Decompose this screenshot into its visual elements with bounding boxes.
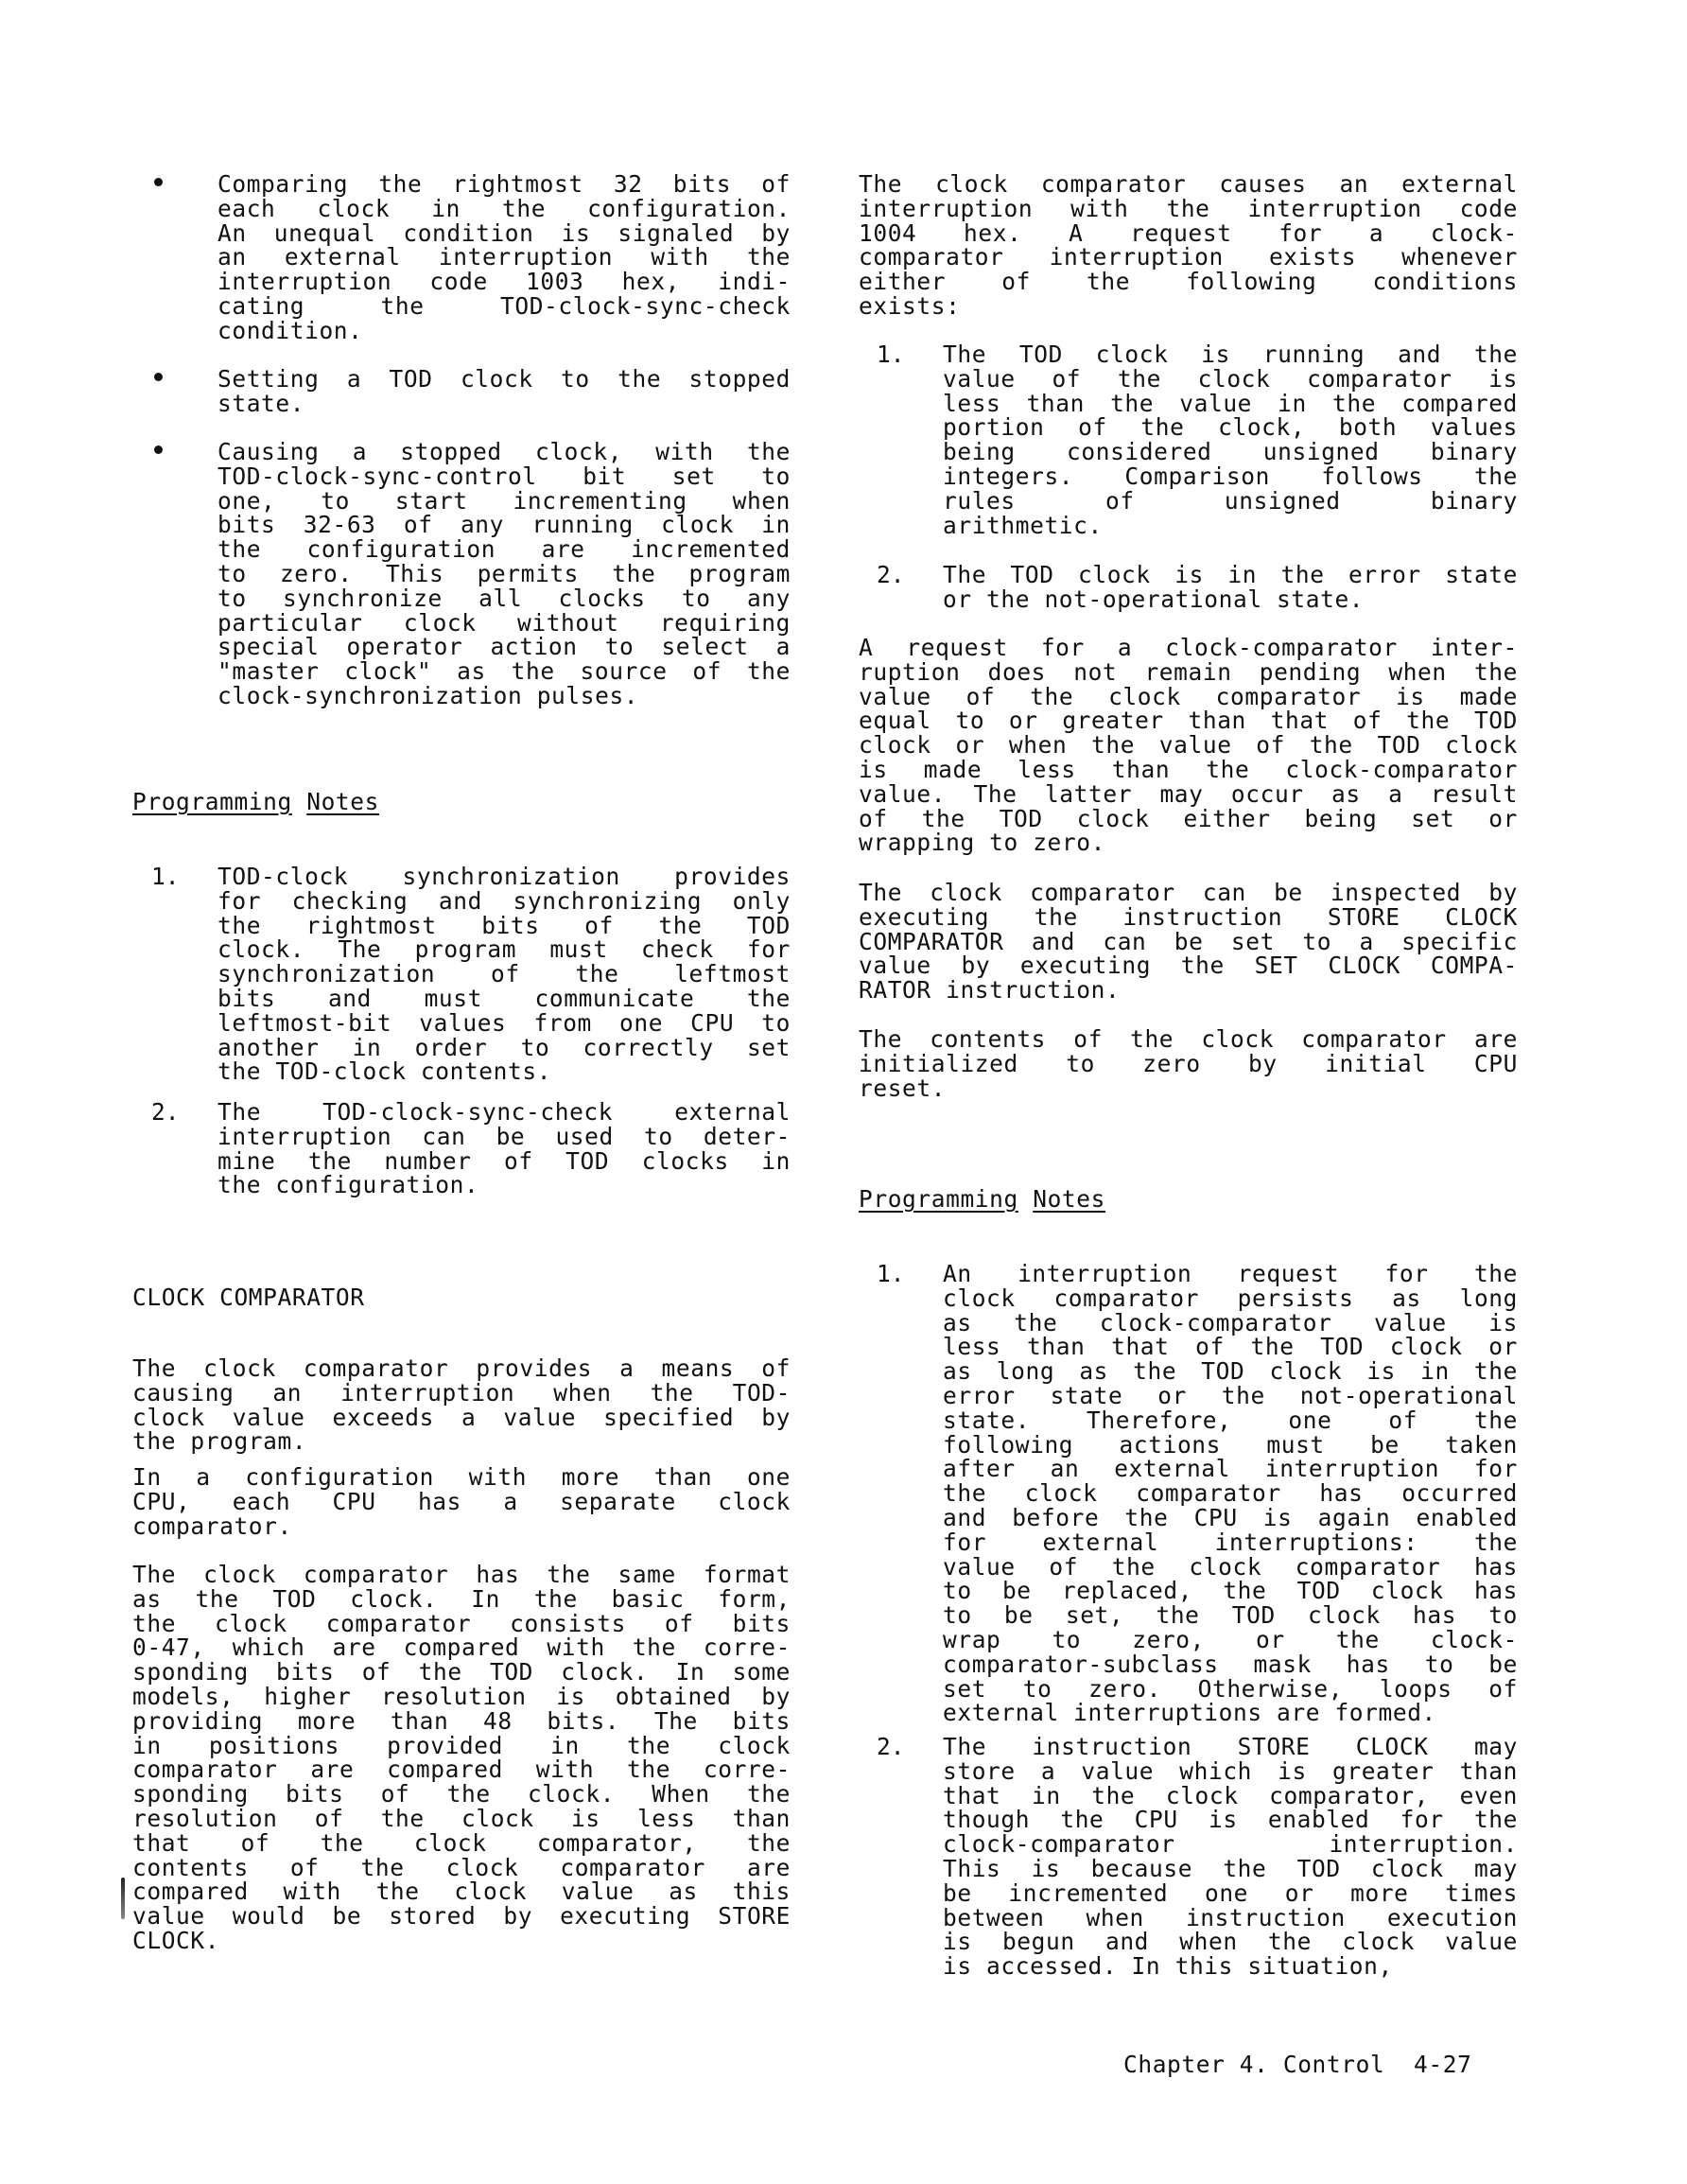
text-line: value of the clock comparator is <box>943 364 1518 393</box>
text-line: another in order to correctly set <box>217 1033 791 1061</box>
bullet-icon <box>154 446 163 454</box>
text-line: external interruptions are formed. <box>943 1699 1436 1727</box>
text-line: for checking and synchronizing only <box>217 886 791 915</box>
note-item <box>943 1262 1518 1725</box>
text-line: of the TOD clock either being set or <box>859 804 1518 832</box>
text-line: wrap to zero, or the clock- <box>943 1625 1518 1653</box>
paragraph <box>859 172 1518 319</box>
text-line: resolution of the clock is less than <box>132 1804 791 1832</box>
text-line: following actions must be taken <box>943 1430 1518 1459</box>
text-line: less than that of the TOD clock or <box>943 1333 1518 1361</box>
text-line: clock comparator persists as long <box>943 1284 1518 1312</box>
page-number: 4-27 <box>1414 2051 1472 2078</box>
text-line: clock-synchronization pulses. <box>217 681 639 709</box>
text-line: An unequal condition is signaled by <box>217 218 791 247</box>
section-heading-programming-notes: Programming Notes <box>132 788 379 815</box>
text-line: be incremented one or more times <box>943 1878 1518 1907</box>
text-line: reset. <box>859 1074 947 1102</box>
text-line: 0-47, which are compared with the corre- <box>132 1634 791 1662</box>
text-line: error state or the not-operational <box>943 1381 1518 1409</box>
text-line: causing an interruption when the TOD- <box>132 1378 791 1406</box>
text-line: state. Therefore, one of the <box>943 1406 1518 1434</box>
text-line: the rightmost bits of the TOD <box>217 911 791 939</box>
text-line: executing the instruction STORE CLOCK <box>859 902 1518 931</box>
text-line: to synchronize all clocks to any <box>217 584 791 612</box>
section-heading-clock-comparator: CLOCK COMPARATOR <box>132 1284 365 1311</box>
text-line: clock. The program must check for <box>217 935 791 964</box>
text-line: The clock comparator provides a means of <box>132 1354 791 1382</box>
scan-mark <box>121 1878 125 1919</box>
text-line: the clock comparator consists of bits <box>132 1609 791 1637</box>
text-line: sponding bits of the TOD clock. In some <box>132 1658 791 1686</box>
text-line: special operator action to select a <box>217 633 791 661</box>
text-line: integers. Comparison follows the <box>943 462 1518 490</box>
text-line: rules of unsigned binary <box>943 486 1518 515</box>
text-line: to zero. This permits the program <box>217 559 791 587</box>
text-line: particular clock without requiring <box>217 608 791 637</box>
text-line: or the not-operational state. <box>943 585 1365 613</box>
text-line: the clock comparator has occurred <box>943 1479 1518 1508</box>
text-line: leftmost-bit values from one CPU to <box>217 1008 791 1037</box>
text-line: value of the clock comparator is made <box>859 682 1518 710</box>
text-line: is accessed. In this situation, <box>943 1952 1393 1981</box>
condition-item <box>943 342 1518 537</box>
text-line: though the CPU is enabled for the <box>943 1806 1518 1834</box>
text-line: between when instruction execution <box>943 1903 1518 1931</box>
bullet-item <box>217 172 791 343</box>
text-line: bits and must communicate the <box>217 984 791 1012</box>
text-line: cating the TOD-clock-sync-check <box>217 291 791 320</box>
text-line: comparator interruption exists whenever <box>859 243 1518 271</box>
list-number: 1. <box>877 341 905 368</box>
text-line: and before the CPU is again enabled <box>943 1503 1518 1531</box>
paragraph <box>859 881 1518 1003</box>
text-line: The clock comparator has the same format <box>132 1561 791 1588</box>
text-line: to be replaced, the TOD clock has <box>943 1577 1518 1605</box>
text-line: CLOCK. <box>132 1926 220 1954</box>
text-line: The instruction STORE CLOCK may <box>943 1733 1518 1760</box>
text-line: value would be stored by executing STORE <box>132 1902 791 1931</box>
text-line: Comparing the rightmost 32 bits of <box>217 170 791 198</box>
text-line: value of the clock comparator has <box>943 1552 1518 1581</box>
text-line: after an external interruption for <box>943 1455 1518 1483</box>
text-line: contents of the clock comparator are <box>132 1853 791 1881</box>
text-line: Setting a TOD clock to the stopped <box>217 365 791 393</box>
text-line: interruption with the interruption code <box>859 194 1518 222</box>
text-line: bits 32-63 of any running clock in <box>217 511 791 539</box>
text-line: state. <box>217 389 305 417</box>
text-line: is begun and when the clock value <box>943 1928 1518 1956</box>
text-line: condition. <box>217 316 363 344</box>
text-line: initialized to zero by initial CPU <box>859 1049 1518 1077</box>
text-line: The TOD clock is in the error state <box>943 561 1518 588</box>
section-heading-programming-notes: Programming Notes <box>859 1185 1105 1213</box>
note-item <box>217 865 791 1084</box>
page-footer <box>1123 2053 1471 2077</box>
list-number: 1. <box>151 863 180 890</box>
text-line: for external interruptions: the <box>943 1528 1518 1556</box>
bullet-item <box>217 367 791 416</box>
text-line: equal to or greater than that of the TOD <box>859 707 1518 735</box>
text-line: value. The latter may occur as a result <box>859 779 1518 808</box>
text-line: The TOD-clock-sync-check external <box>217 1098 791 1126</box>
text-line: exists: <box>859 291 961 320</box>
text-line: as the TOD clock. In the basic form, <box>132 1584 791 1613</box>
text-line: interruption code 1003 hex, indi- <box>217 268 791 296</box>
paragraph <box>859 1027 1518 1100</box>
text-line: as the clock-comparator value is <box>943 1308 1518 1337</box>
list-number: 1. <box>877 1260 905 1287</box>
list-number: 2. <box>151 1098 180 1126</box>
text-line: in positions provided in the clock <box>132 1731 791 1759</box>
text-line: This is because the TOD clock may <box>943 1854 1518 1882</box>
text-line: The clock comparator can be inspected by <box>859 879 1518 906</box>
list-number: 2. <box>877 1733 905 1760</box>
text-line: the program. <box>132 1427 307 1456</box>
text-line: COMPARATOR and can be set to a specific <box>859 927 1518 955</box>
note-item <box>217 1100 791 1197</box>
text-line: an external interruption with the <box>217 243 791 271</box>
bullet-icon <box>154 373 163 381</box>
text-line: portion of the clock, both values <box>943 413 1518 442</box>
text-line: clock value exceeds a value specified by <box>132 1403 791 1431</box>
text-line: comparator-subclass mask has to be <box>943 1650 1518 1678</box>
text-line: set to zero. Otherwise, loops of <box>943 1674 1518 1703</box>
text-line: value by executing the SET CLOCK COMPA- <box>859 952 1518 980</box>
text-line: TOD-clock-sync-control bit set to <box>217 462 791 490</box>
bullet-icon <box>154 178 163 186</box>
paragraph <box>132 1356 791 1454</box>
text-line: interruption can be used to deter- <box>217 1122 791 1150</box>
note-item <box>943 1735 1518 1979</box>
paragraph <box>859 636 1518 855</box>
text-line: ruption does not remain pending when the <box>859 657 1518 686</box>
text-line: comparator. <box>132 1511 292 1540</box>
text-line: RATOR instruction. <box>859 976 1121 1005</box>
text-line: being considered unsigned binary <box>943 438 1518 466</box>
text-line: either of the following conditions <box>859 268 1518 296</box>
text-line: models, higher resolution is obtained by <box>132 1682 791 1710</box>
text-line: CPU, each CPU has a separate clock <box>132 1487 791 1515</box>
text-line: TOD-clock synchronization provides <box>217 863 791 890</box>
text-line: synchronization of the leftmost <box>217 960 791 988</box>
text-line: to be set, the TOD clock has to <box>943 1601 1518 1630</box>
text-line: In a configuration with more than one <box>132 1463 791 1491</box>
text-line: An interruption request for the <box>943 1260 1518 1287</box>
text-line: comparator are compared with the corre- <box>132 1756 791 1784</box>
footer-chapter: Chapter 4. Control <box>1123 2051 1385 2078</box>
text-line: as long as the TOD clock is in the <box>943 1357 1518 1386</box>
text-line: A request for a clock-comparator inter- <box>859 634 1518 661</box>
text-line: clock or when the value of the TOD clock <box>859 731 1518 760</box>
paragraph <box>132 1563 791 1953</box>
text-line: that of the clock comparator, the <box>132 1828 791 1857</box>
text-line: store a value which is greater than <box>943 1756 1518 1785</box>
text-line: the configuration are incremented <box>217 535 791 564</box>
list-number: 2. <box>877 561 905 588</box>
text-line: the TOD-clock contents. <box>217 1057 552 1086</box>
text-line: that in the clock comparator, even <box>943 1781 1518 1809</box>
text-line: providing more than 48 bits. The bits <box>132 1706 791 1735</box>
text-line: The TOD clock is running and the <box>943 341 1518 368</box>
text-line: Causing a stopped clock, with the <box>217 438 791 465</box>
text-line: the configuration. <box>217 1171 479 1199</box>
text-line: sponding bits of the clock. When the <box>132 1780 791 1808</box>
text-line: arithmetic. <box>943 511 1103 539</box>
text-line: The clock comparator causes an external <box>859 170 1518 198</box>
text-line: wrapping to zero. <box>859 829 1105 857</box>
text-line: 1004 hex. A request for a clock- <box>859 218 1518 247</box>
text-line: mine the number of TOD clocks in <box>217 1146 791 1175</box>
text-line: one, to start incrementing when <box>217 486 791 515</box>
condition-item <box>943 563 1518 612</box>
text-line: The contents of the clock comparator are <box>859 1025 1518 1053</box>
text-line: is made less than the clock-comparator <box>859 755 1518 783</box>
bullet-item <box>217 440 791 708</box>
text-line: less than the value in the compared <box>943 389 1518 417</box>
paragraph <box>132 1465 791 1538</box>
text-line: compared with the clock value as this <box>132 1878 791 1906</box>
text-line: "master clock" as the source of the <box>217 657 791 686</box>
text-line: clock-comparator interruption. <box>943 1830 1518 1859</box>
text-line: each clock in the configuration. <box>217 194 791 222</box>
